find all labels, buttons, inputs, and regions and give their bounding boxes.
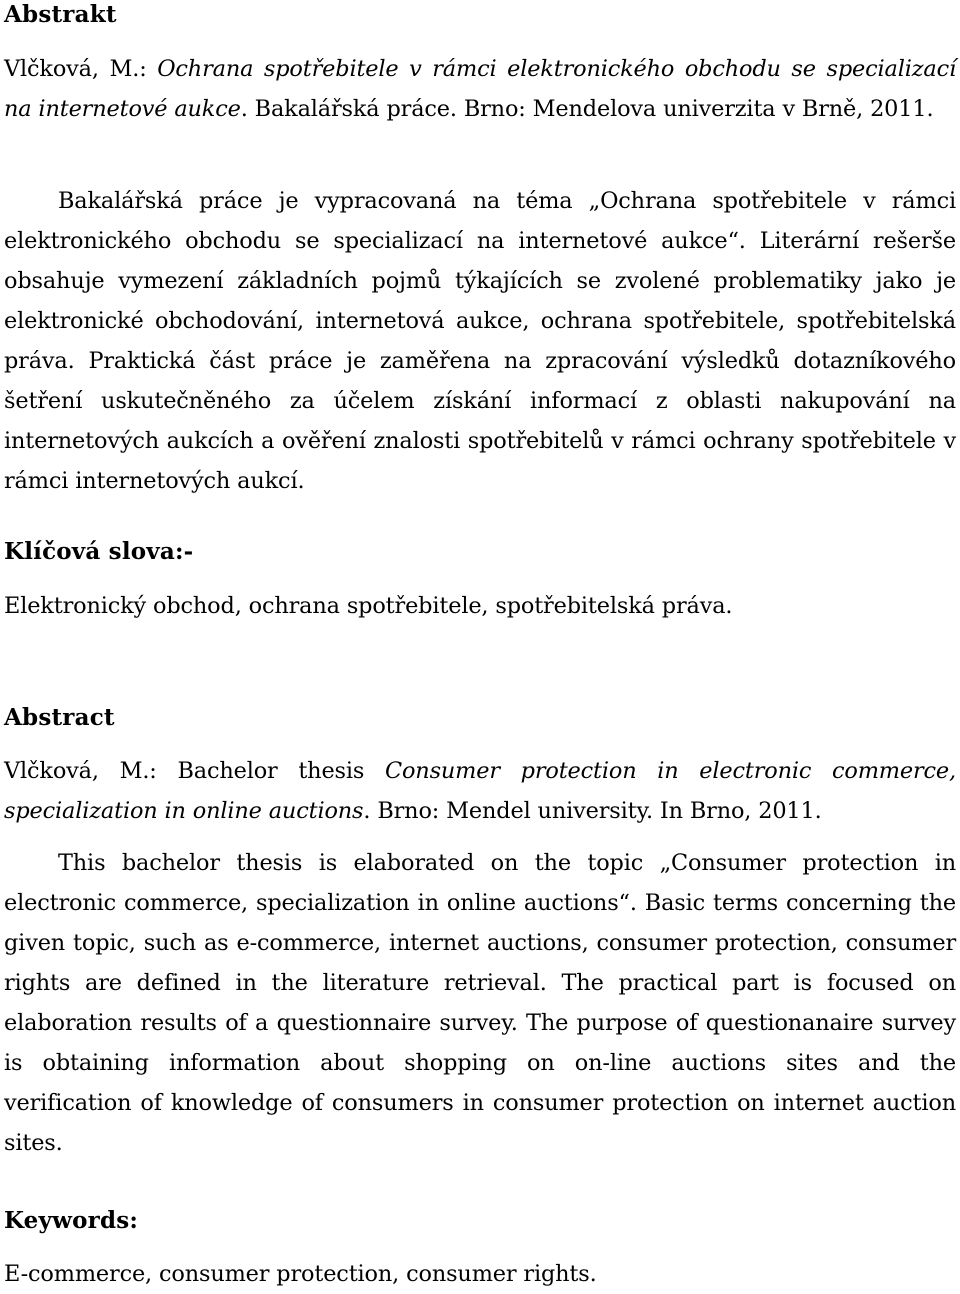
keywords-heading-en: Keywords: <box>4 1207 139 1234</box>
citation-cz <box>4 49 956 129</box>
citation-rest-en: . Brno: Mendel university. In Brno, 2011. <box>363 798 822 824</box>
citation-author-cz: Vlčková, M.: <box>4 56 158 82</box>
abstract-body-en: This bachelor thesis is elaborated on the topic „Consumer protection in electronic commerce, specialization in online auctions“. Basic terms concerning the given topic, such as e-commerce, internet auctions, consumer protection, consumer rights are defined in the literature retrieval. The practical part is focused on elaboration results of a questionnaire survey. The purpose of questionanaire survey is obtaining information about shopping on on-line auctions sites and the verification of knowledge of consumers in consumer protection on internet auction sites. <box>4 850 956 1156</box>
citation-title-en: Consumer protection in electronic commerce, specialization in online auctions <box>4 758 956 824</box>
citation-en <box>4 751 956 831</box>
keywords-cz: Elektronický obchod, ochrana spotřebitele, spotřebitelská práva. <box>4 593 733 619</box>
abstract-heading-en: Abstract <box>4 704 115 731</box>
abstract-body-cz: Bakalářská práce je vypracovaná na téma „Ochrana spotřebitele v rámci elektronického obchodu se specializací na internetové aukce“. Literární rešerše obsahuje vymezení základních pojmů týkajících se zvolené problematiky jako je elektronické obchodování, internetová aukce, ochrana spotřebitele, spotřebitelská práva. Praktická část práce je zaměřena na zpracování výsledků dotazníkového šetření uskutečněného za účelem získání informací z oblasti nakupování na internetových aukcích a ověření znalosti spotřebitelů v rámci ochrany spotřebitele v rámci internetových aukcí. <box>4 188 956 494</box>
citation-rest-cz: . Bakalářská práce. Brno: Mendelova univerzita v Brně, 2011. <box>240 96 934 122</box>
keywords-en: E-commerce, consumer protection, consumer rights. <box>4 1261 597 1287</box>
keywords-heading-cz: Klíčová slova:- <box>4 538 194 565</box>
citation-author-en: Vlčková, M.: Bachelor thesis <box>4 758 385 784</box>
abstract-heading-cz: Abstrakt <box>4 1 117 28</box>
citation-title-cz: Ochrana spotřebitele v rámci elektronického obchodu se specializací na internetové aukce <box>4 56 956 122</box>
